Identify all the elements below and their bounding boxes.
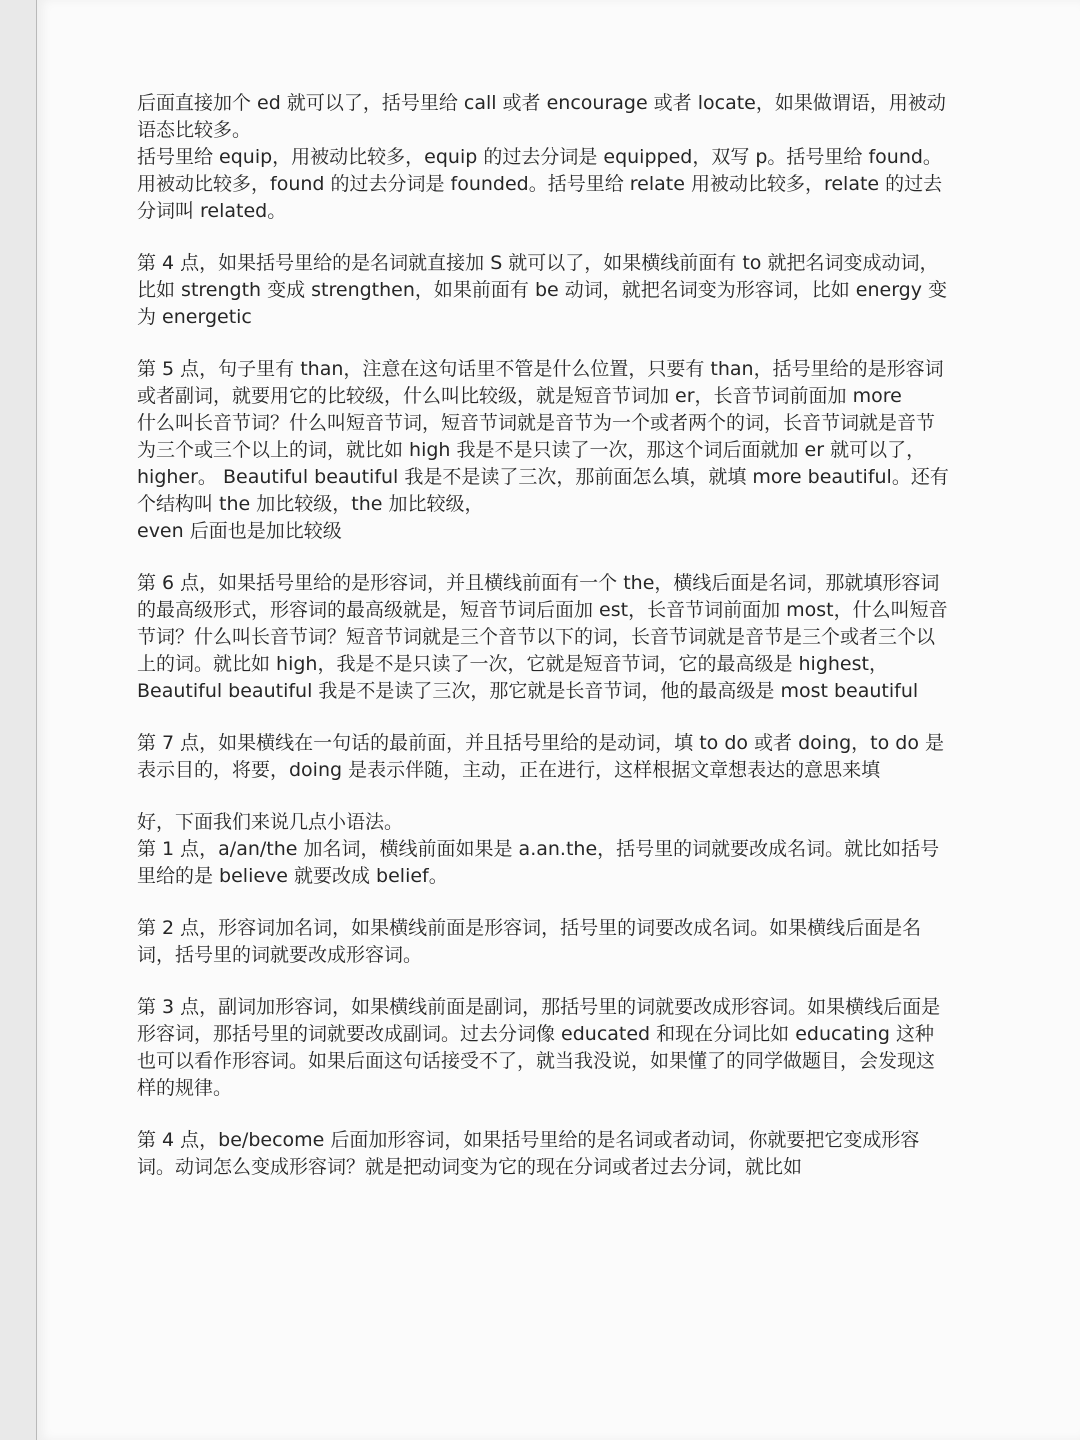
paragraph-6: 第 6 点，如果括号里给的是形容词，并且横线前面有一个 the，横线后面是名词，那就填形容词的最高级形式，形容词的最高级就是，短音节词后面加 est，长音节词前面加 most，什么叫短音节词？什么叫长音节词？短音节词就是三个音节以下的词，长音节词就是音节是三个或者三个以上的词。就比如 high，我是不是只读了一次，它就是短音节词，它的最高级是 highest， Beautiful beautiful 我是不是读了三次，那它就是长音节词，他的最高级是 most beautiful	[137, 572, 948, 702]
paragraph-4: 第 5 点，句子里有 than，注意在这句话里不管是什么位置，只要有 than，括号里给的是形容词或者副词，就要用它的比较级，什么叫比较级，就是短音节词加 er，长音节词前面加 more	[137, 358, 944, 407]
paragraph-9: 第 2 点，形容词加名词，如果横线前面是形容词，括号里的词要改成名词。如果横线后面是名词，括号里的词就要改成形容词。	[137, 917, 922, 966]
document-body	[137, 90, 952, 1181]
paragraph-5: 什么叫长音节词？什么叫短音节词，短音节词就是音节为一个或者两个的词，长音节词就是音节为三个或三个以上的词，就比如 high 我是不是只读了一次，那这个词后面就加 er 就可以了，higher。 Beautiful beautiful 我是不是读了三次，那前面怎么填，就填 more beautiful。还有个结构叫 the 加比较级，the 加比较级， even 后面也是加比较级	[137, 412, 949, 542]
paragraph-7: 第 7 点，如果横线在一句话的最前面，并且括号里给的是动词，填 to do 或者 doing，to do 是表示目的，将要，doing 是表示伴随，主动，正在进行，这样根据文章想表达的意思来填	[137, 732, 944, 781]
paragraph-8: 好，下面我们来说几点小语法。 第 1 点，a/an/the 加名词，横线前面如果是 a.an.the，括号里的词就要改成名词。就比如括号里给的是 believe 就要改成 belief。	[137, 811, 940, 887]
paragraph-11: 第 4 点，be/become 后面加形容词，如果括号里给的是名词或者动词，你就要把它变成形容词。动词怎么变成形容词？就是把动词变为它的现在分词或者过去分词，就比如	[137, 1129, 920, 1178]
paragraph-3: 第 4 点，如果括号里给的是名词就直接加 S 就可以了，如果横线前面有 to 就把名词变成动词，比如 strength 变成 strengthen，如果前面有 be 动词，就把名词变为形容词，比如 energy 变为 energetic	[137, 252, 948, 328]
paragraph-10: 第 3 点，副词加形容词，如果横线前面是副词，那括号里的词就要改成形容词。如果横线后面是形容词，那括号里的词就要改成副词。过去分词像 educated 和现在分词比如 educating 这种也可以看作形容词。如果后面这句话接受不了，就当我没说，如果懂了的同学做题目，会发现这样的规律。	[137, 996, 941, 1099]
paragraph-2: 括号里给 equip，用被动比较多，equip 的过去分词是 equipped，双写 p。括号里给 found。用被动比较多，found 的过去分词是 founded。括号里给 relate 用被动比较多，relate 的过去分词叫 related。	[137, 146, 943, 222]
paragraph-1: 后面直接加个 ed 就可以了，括号里给 call 或者 encourage 或者 locate，如果做谓语，用被动语态比较多。	[137, 92, 946, 141]
document-page	[36, 0, 1080, 1440]
